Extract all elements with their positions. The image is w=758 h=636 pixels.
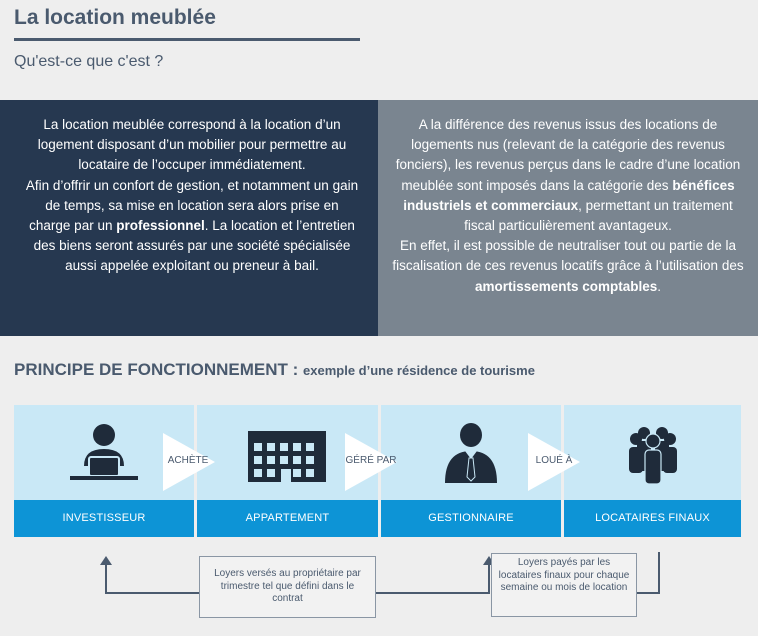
note-tenant-rent: Loyers payés par les locataires finaux pour chaque semaine ou mois de location: [491, 553, 637, 617]
definition-text-end: . La location et l’entretien des biens seront assurés par une société spécialisée aussi appelée exploitant ou preneur à bail.: [33, 218, 355, 274]
section-subtitle: exemple d’une résidence de tourisme: [303, 363, 535, 378]
connector-line: [105, 592, 199, 594]
definition-paragraph-1: La location meublée correspond à la location d’un logement disposant d’un mobilier pour permettre au locataire de l’occuper immédiatement.: [37, 117, 347, 173]
definition-text: Afin d’offrir un confort de gestion, et notamment un gain de temps, sa mise en location sera alors prise en charge par un: [25, 177, 359, 234]
tax-paragraph-1: [390, 115, 746, 236]
definition-paragraph-2: [24, 176, 360, 277]
tax-text-end: , permettant un traitement fiscal particulièrement avantageux.: [464, 197, 733, 234]
flow-step-label: GESTIONNAIRE: [381, 500, 561, 537]
arrow-label-rented-to: LOUÉ À: [535, 455, 573, 466]
definition-bold-text: professionnel: [116, 218, 205, 234]
title-underline: [14, 38, 360, 41]
definition-panel: [0, 100, 378, 336]
tax-paragraph-2: [390, 236, 746, 297]
arrow-up-icon: [100, 556, 112, 565]
arrow-label-buys: ACHÈTE: [167, 455, 209, 466]
tax-text-2: En effet, il est possible de neutraliser tout ou partie de la fiscalisation de ces revenus locatifs grâce à l’utilisation des: [392, 238, 744, 274]
flow-step-tenants: [564, 405, 741, 537]
arrow-label-managed-by: GÉRÉ PAR: [345, 455, 397, 466]
page-title: La location meublée: [14, 6, 216, 29]
connector-line: [658, 552, 660, 594]
connector-line: [376, 592, 490, 594]
connector-line: [488, 563, 490, 593]
tax-text: A la différence des revenus issus des locations de logements nus (relevant de la catégorie des revenus fonciers), les revenus perçus dans le cadre d’une location meublée sont imposés dans la catégorie des: [395, 117, 741, 193]
flow-step-label: APPARTEMENT: [197, 500, 378, 537]
page-subtitle: Qu'est-ce que c'est ?: [14, 53, 164, 70]
connector-line: [105, 563, 107, 593]
section-title: [14, 360, 535, 380]
note-owner-rent: Loyers versés au propriétaire par trimestre tel que défini dans le contrat: [199, 556, 376, 618]
tax-text-2-end: .: [657, 278, 662, 294]
section-separator: :: [287, 360, 304, 379]
tax-bold-text-2: amortissements comptables: [474, 278, 658, 294]
flow-step-label: LOCATAIRES FINAUX: [564, 500, 741, 537]
connector-line: [637, 592, 660, 594]
tax-panel: [378, 100, 758, 336]
tenants-group-icon: [564, 421, 741, 491]
tax-bold-text: bénéfices industriels et commerciaux: [403, 177, 735, 213]
section-title-text: PRINCIPE DE FONCTIONNEMENT: [14, 360, 288, 379]
flow-step-label: INVESTISSEUR: [14, 500, 194, 537]
